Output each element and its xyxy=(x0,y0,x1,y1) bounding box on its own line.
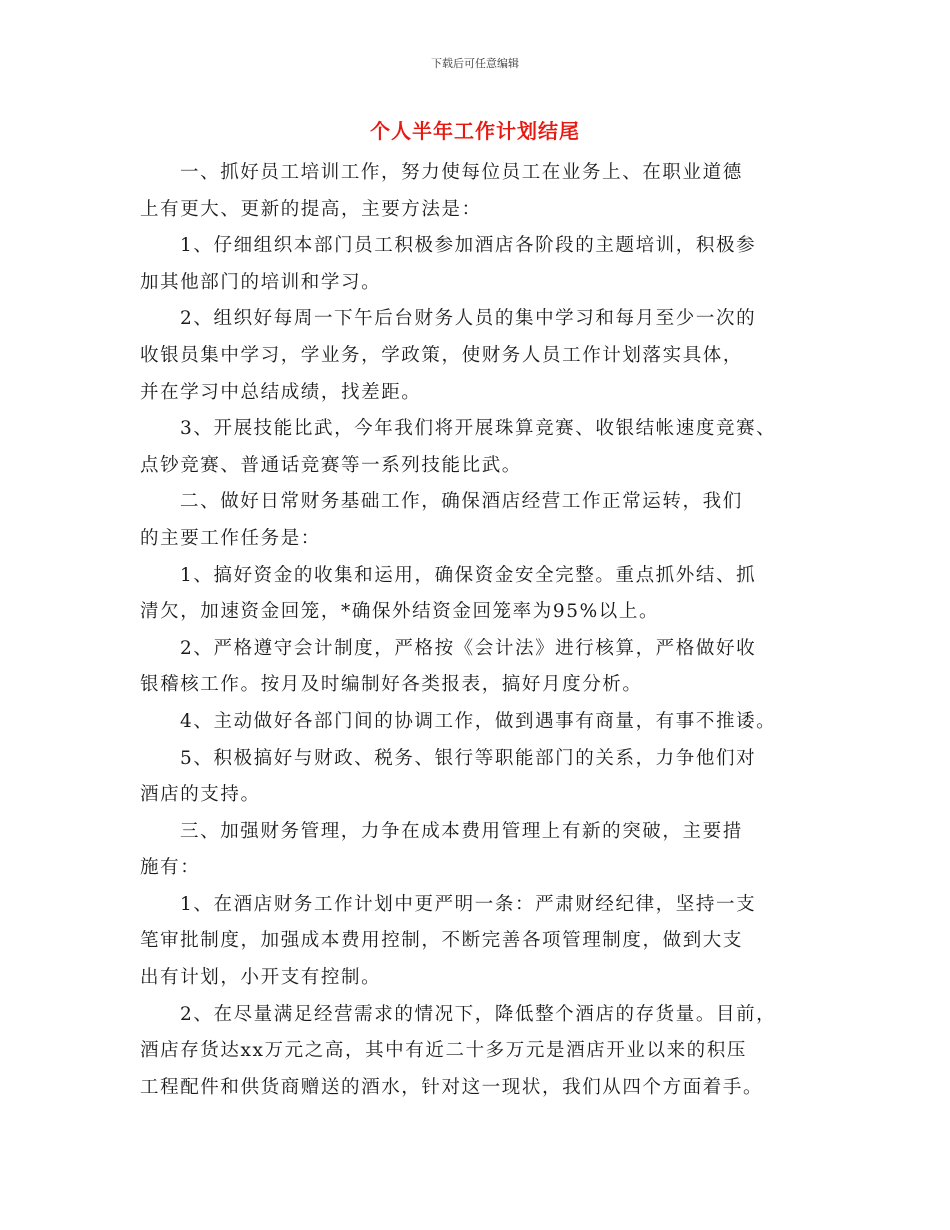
text-line: 施有： xyxy=(140,857,201,879)
text-line: 1、在酒店财务工作计划中更严明一条：严肃财经纪律，坚持一支 xyxy=(180,893,757,915)
text-line: 4、主动做好各部门间的协调工作，做到遇事有商量，有事不推诿。 xyxy=(180,710,777,732)
text-line: 1、仔细组织本部门员工积极参加酒店各阶段的主题培训，积极参 xyxy=(180,235,757,257)
text-line: 银稽核工作。按月及时编制好各类报表，搞好月度分析。 xyxy=(140,674,643,696)
text-line: 一、抓好员工培训工作，努力使每位员工在业务上、在职业道德 xyxy=(180,162,743,183)
text-line: 5、积极搞好与财政、税务、银行等职能部门的关系，力争他们对 xyxy=(180,747,757,769)
text-line: 加其他部门的培训和学习。 xyxy=(140,271,382,293)
text-line: 清欠，加速资金回笼，*确保外结资金回笼率为95%以上。 xyxy=(140,601,660,623)
text-line: 出有计划，小开支有控制。 xyxy=(140,967,382,989)
page-header: 下载后可任意编辑 xyxy=(431,57,519,70)
text-line: 点钞竞赛、普通话竞赛等一系列技能比武。 xyxy=(140,454,522,476)
text-line: 酒店的支持。 xyxy=(140,784,261,806)
text-line: 二、做好日常财务基础工作，确保酒店经营工作正常运转，我们 xyxy=(180,491,743,513)
text-line: 笔审批制度，加强成本费用控制，不断完善各项管理制度，做到大支 xyxy=(140,930,744,952)
document-body xyxy=(140,155,830,1106)
text-line: 收银员集中学习，学业务，学政策，使财务人员工作计划落实具体， xyxy=(140,344,744,366)
text-line: 三、加强财务管理，力争在成本费用管理上有新的突破，主要措 xyxy=(180,820,743,842)
text-line: 2、在尽量满足经营需求的情况下，降低整个酒店的存货量。目前， xyxy=(180,1003,777,1025)
text-line: 的主要工作任务是： xyxy=(140,527,321,549)
text-line: 上有更大、更新的提高，主要方法是： xyxy=(140,198,482,220)
text-line: 1、搞好资金的收集和运用，确保资金安全完整。重点抓外结、抓 xyxy=(180,564,757,586)
text-line: 3、开展技能比武，今年我们将开展珠算竞赛、收银结帐速度竞赛、 xyxy=(180,418,777,440)
document-title: 个人半年工作计划结尾 xyxy=(370,119,580,143)
text-line: 工程配件和供货商赠送的酒水，针对这一现状，我们从四个方面着手。 xyxy=(140,1076,764,1098)
text-line: 2、组织好每周一下午后台财务人员的集中学习和每月至少一次的 xyxy=(180,308,757,330)
text-line: 2、严格遵守会计制度，严格按《会计法》进行核算，严格做好收 xyxy=(180,637,757,659)
text-line: 并在学习中总结成绩，找差距。 xyxy=(140,381,422,403)
text-line: 酒店存货达xx万元之高，其中有近二十多万元是酒店开业以来的积压 xyxy=(140,1040,747,1062)
